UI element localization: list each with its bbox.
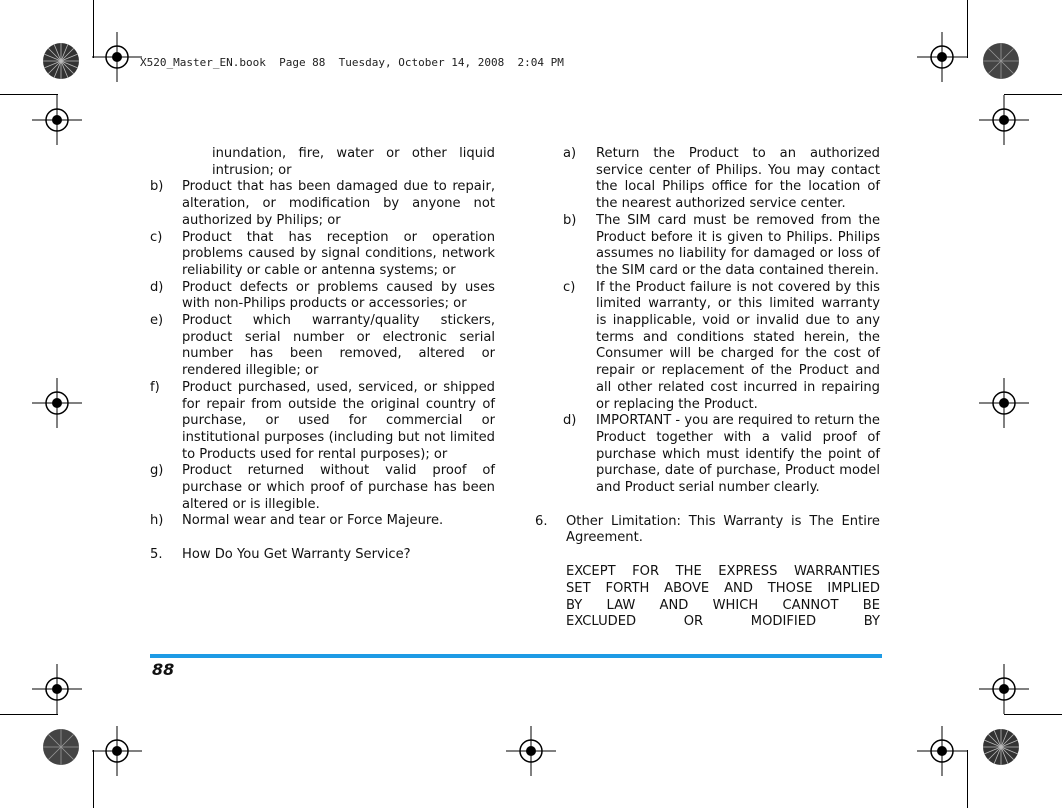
- registration-target-icon: [506, 726, 556, 776]
- list-item: [150, 280, 495, 313]
- registration-target-icon: [979, 664, 1029, 714]
- section-heading: [535, 514, 880, 547]
- item-label: a): [563, 146, 577, 161]
- item-label: b): [563, 212, 577, 228]
- registration-target-icon: [979, 378, 1029, 428]
- paragraph-line: EXCLUDED OR MODIFIED BY: [566, 614, 880, 630]
- item-text: Product returned without valid proof of purchase or which proof of purchase has been altered or is illegible.: [182, 463, 495, 512]
- crop-mark: [967, 0, 968, 58]
- list-item: [535, 146, 880, 213]
- registration-target-icon: [92, 726, 142, 776]
- registration-target-icon: [917, 32, 967, 82]
- paragraph-line: BY LAW AND WHICH CANNOT BE: [566, 597, 880, 613]
- list-item: [150, 463, 495, 513]
- registration-target-icon: [917, 726, 967, 776]
- item-text: Product that has been damaged due to repair, alteration, or modification by anyone not authorized by Philips; or: [182, 179, 495, 228]
- section-title: How Do You Get Warranty Service?: [182, 547, 411, 563]
- section-number: 6.: [535, 513, 548, 529]
- crop-mark: [0, 714, 58, 715]
- item-text: Normal wear and tear or Force Majeure.: [182, 513, 444, 529]
- item-text: If the Product failure is not covered by this limited warranty, or this limited warranty is inapplicable, void or invalid due to any terms and conditions stated herein, the Consumer will be charged for the cost of repair or replacement of the Product and all other related cost incurred in repairing or replacing the Product.: [596, 279, 880, 412]
- list-item: [150, 230, 495, 280]
- item-label: g): [150, 463, 164, 479]
- list-item: [150, 380, 495, 464]
- item-label: d): [563, 413, 577, 429]
- item-label: f): [150, 379, 160, 395]
- item-label: e): [150, 313, 164, 329]
- list-item: [150, 179, 495, 229]
- list-item: [150, 513, 495, 530]
- starburst-target-icon: [982, 42, 1020, 80]
- item-text: Product purchased, used, serviced, or shipped for repair from outside the original country of purchase, or used for commercial or institutional purposes (including but not limited to Products used for rental purposes); or: [182, 379, 495, 462]
- list-item: [535, 413, 880, 497]
- item-text: Product that has reception or operation problems caused by signal conditions, network reliability or cable or antenna systems; or: [182, 229, 495, 278]
- print-slug: X520_Master_EN.book Page 88 Tuesday, October 14, 2008 2:04 PM: [140, 56, 564, 69]
- item-text: Product defects or problems caused by uses with non-Philips products or accessories; or: [182, 279, 495, 312]
- item-text: The SIM card must be removed from the Product before it is given to Philips. Philips assumes no liability for damaged or loss of the SIM card or the data contained therein.: [596, 212, 880, 278]
- left-column: [150, 146, 495, 564]
- starburst-target-icon: [42, 42, 80, 80]
- section-heading: [150, 547, 495, 564]
- continuation-text: inundation, fire, water or other liquid intrusion; or: [212, 146, 495, 178]
- section-title: Other Limitation: This Warranty is The Entire Agreement.: [566, 513, 880, 546]
- list-item: [150, 313, 495, 380]
- registration-target-icon: [32, 378, 82, 428]
- registration-target-icon: [32, 95, 82, 145]
- item-text: IMPORTANT - you are required to return the Product together with a valid proof of purchase which must identify the point of purchase, date of purchase, Product model and Product serial number clearly.: [596, 413, 880, 496]
- registration-target-icon: [979, 95, 1029, 145]
- item-label: b): [150, 179, 164, 195]
- item-text: Product which warranty/quality stickers, product serial number or electronic serial number has been removed, altered or rendered illegible; or: [182, 313, 495, 379]
- page-number: 88: [152, 660, 175, 679]
- starburst-target-icon: [42, 728, 80, 766]
- item-label: c): [150, 229, 163, 245]
- item-label: d): [150, 279, 164, 295]
- registration-target-icon: [32, 664, 82, 714]
- item-label: c): [563, 279, 576, 295]
- footer-rule: [150, 654, 882, 658]
- item-text: Return the Product to an authorized service center of Philips. You may contact the local Philips office for the location of the nearest authorized service center.: [596, 146, 880, 212]
- crop-mark: [1004, 714, 1062, 715]
- registration-target-icon: [92, 32, 142, 82]
- crop-mark: [967, 750, 968, 808]
- section-number: 5.: [150, 547, 163, 563]
- disclaimer-paragraph: [535, 564, 880, 631]
- item-label: h): [150, 513, 164, 529]
- right-column: [535, 146, 880, 631]
- paragraph-line: EXCEPT FOR THE EXPRESS WARRANTIES: [566, 564, 880, 580]
- list-item: [535, 280, 880, 414]
- paragraph-line: SET FORTH ABOVE AND THOSE IMPLIED: [566, 580, 880, 596]
- list-item: [535, 213, 880, 280]
- starburst-target-icon: [982, 728, 1020, 766]
